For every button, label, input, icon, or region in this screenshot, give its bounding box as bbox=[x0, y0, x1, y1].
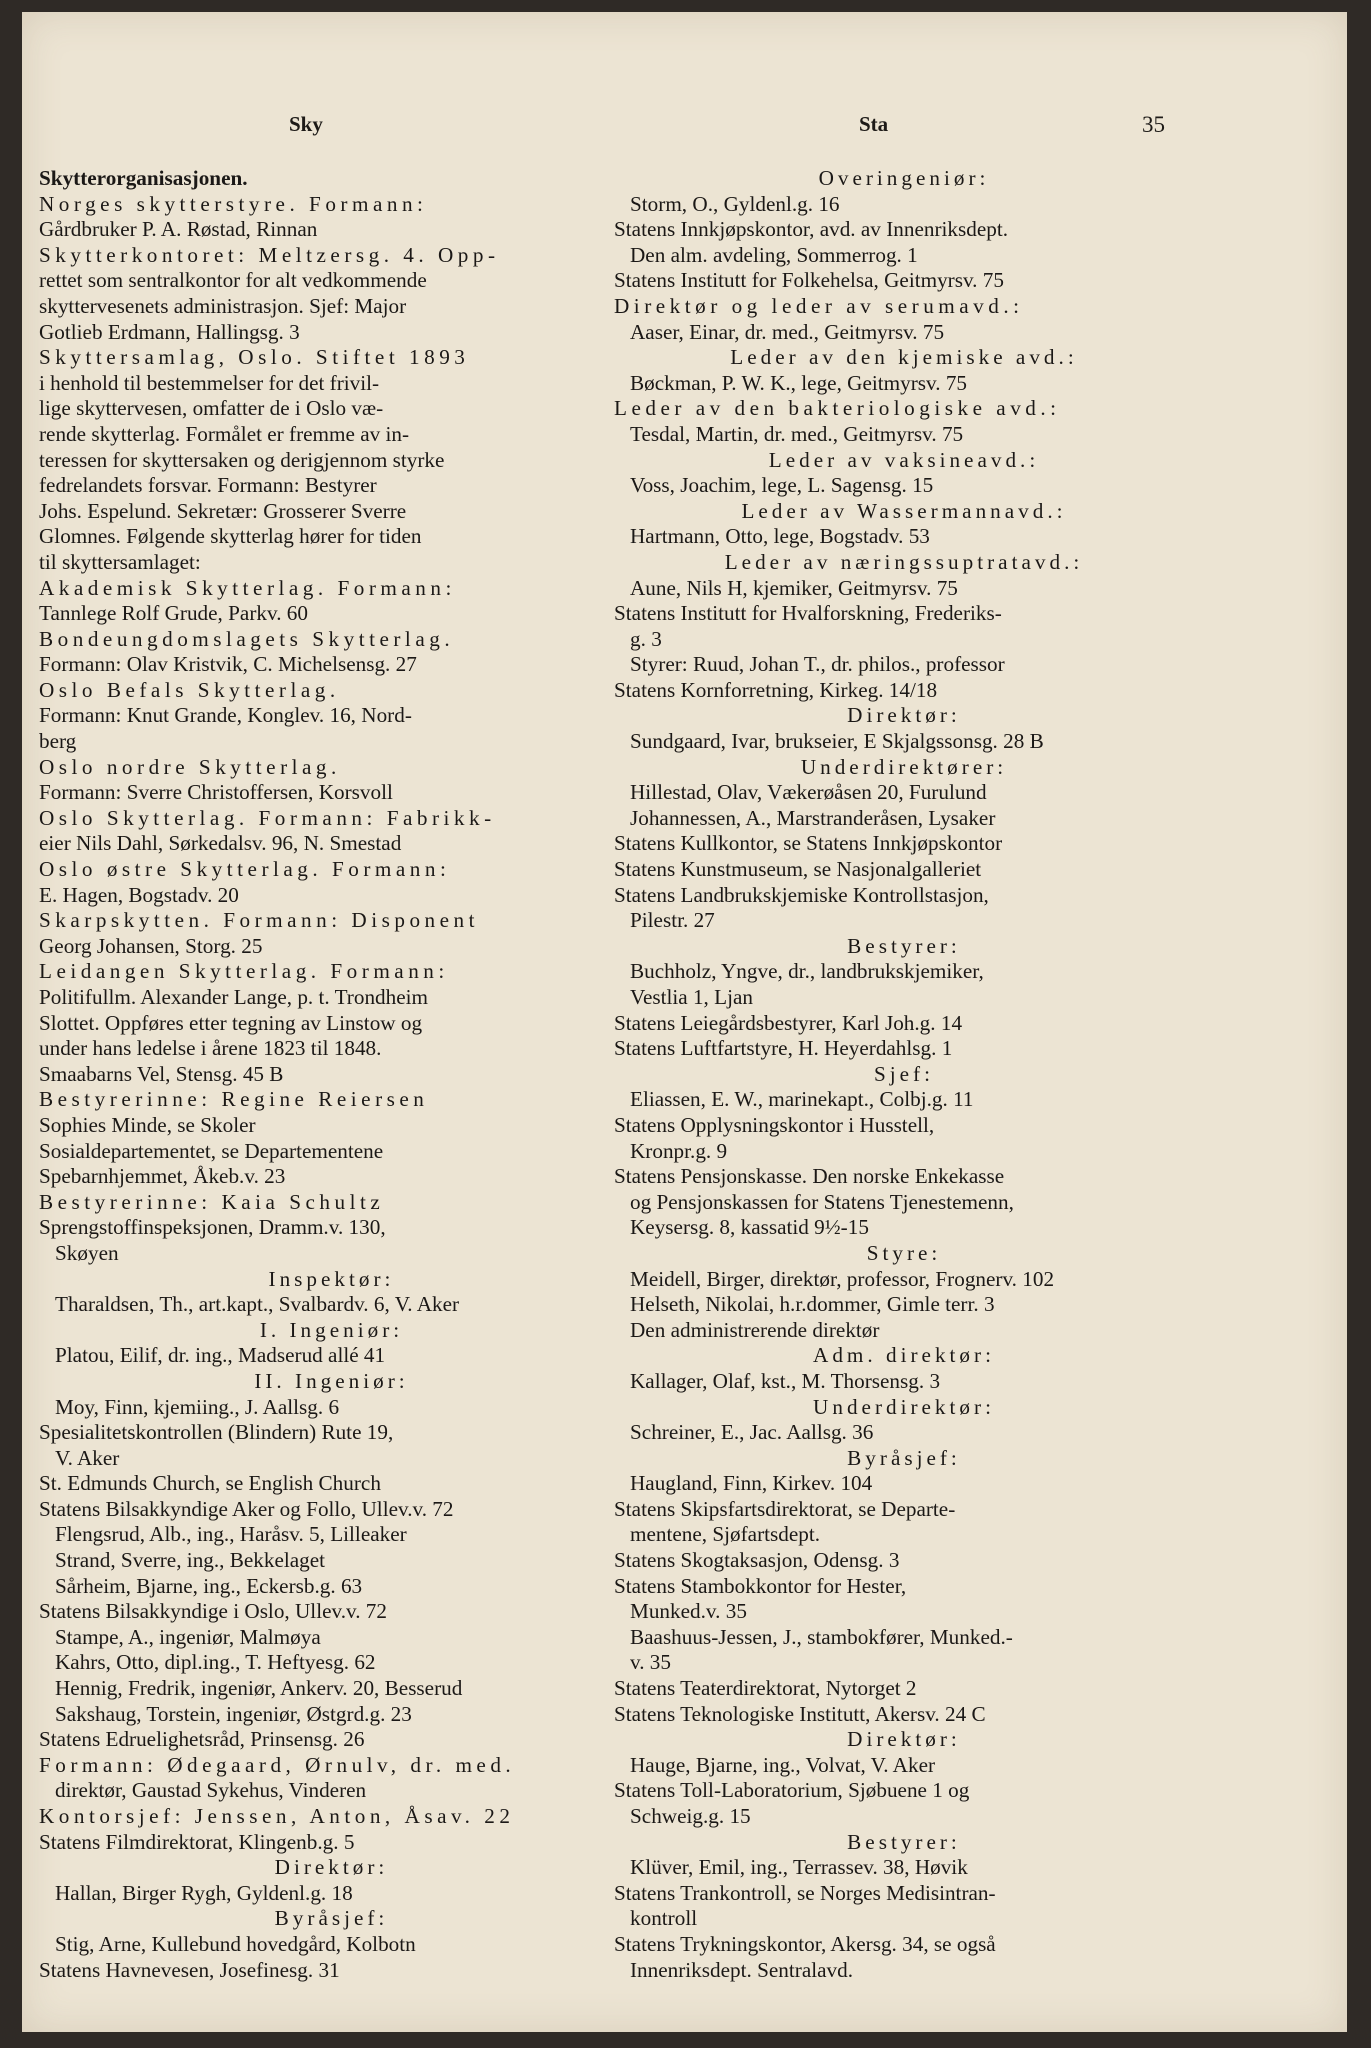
page-number: 35 bbox=[1142, 112, 1165, 137]
directory-line: eier Nils Dahl, Sørkedalsv. 96, N. Smestad bbox=[39, 831, 402, 856]
directory-line: Spebarnhjemmet, Åkeb.v. 23 bbox=[39, 1164, 286, 1189]
directory-line: skyttervesenets administrasjon. Sjef: Major bbox=[39, 293, 407, 318]
directory-line: Overingeniør: bbox=[818, 166, 990, 190]
directory-line: Oslo Skytterlag. Formann: Fabrikk- bbox=[39, 805, 496, 830]
directory-line: Statens Leiegårdsbestyrer, Karl Joh.g. 14 bbox=[614, 1010, 963, 1035]
directory-line: Oslo østre Skytterlag. Formann: bbox=[39, 857, 451, 882]
directory-line: Hallan, Birger Rygh, Gyldenl.g. 18 bbox=[55, 1880, 353, 1905]
directory-line: Statens Luftfartstyre, H. Heyerdahlsg. 1 bbox=[614, 1036, 953, 1061]
directory-line: Statens Innkjøpskontor, avd. av Innenriksdept. bbox=[614, 217, 1008, 242]
directory-line: E. Hagen, Bogstadv. 20 bbox=[39, 882, 239, 907]
directory-line: Slottet. Oppføres etter tegning av Linstow og bbox=[39, 1010, 423, 1035]
directory-line: Byråsjef: bbox=[274, 1906, 389, 1931]
directory-line: Statens Trankontroll, se Norges Medisintran- bbox=[614, 1880, 996, 1905]
directory-line: Aune, Nils H, kjemiker, Geitmyrsv. 75 bbox=[630, 575, 958, 600]
directory-line: Voss, Joachim, lege, L. Sagensg. 15 bbox=[630, 473, 934, 498]
directory-line: Sakshaug, Torstein, ingeniør, Østgrd.g. 23 bbox=[55, 1701, 412, 1726]
directory-line: Helseth, Nikolai, h.r.dommer, Gimle terr. 3 bbox=[630, 1292, 995, 1317]
directory-line: Leder av den kjemiske avd.: bbox=[730, 345, 1078, 370]
directory-line: Storm, O., Gyldenl.g. 16 bbox=[630, 191, 840, 216]
directory-line: direktør, Gaustad Sykehus, Vinderen bbox=[55, 1778, 367, 1803]
directory-line: Politifullm. Alexander Lange, p. t. Trondheim bbox=[39, 985, 428, 1009]
directory-line: Statens Teknologiske Institutt, Akersv. 24 C bbox=[614, 1701, 986, 1726]
directory-line: Den administrerende direktør bbox=[630, 1317, 880, 1342]
directory-line: Formann: Sverre Christoffersen, Korsvoll bbox=[39, 780, 393, 805]
directory-line: Statens Toll-Laboratorium, Sjøbuene 1 og bbox=[614, 1778, 970, 1803]
directory-line: Direktør og leder av serumavd.: bbox=[614, 293, 1024, 318]
directory-line: Oslo Befals Skytterlag. bbox=[39, 677, 340, 702]
directory-line: til skyttersamlaget: bbox=[39, 549, 201, 574]
directory-line: V. Aker bbox=[55, 1445, 120, 1470]
directory-line: Moy, Finn, kjemiing., J. Aallsg. 6 bbox=[55, 1394, 340, 1419]
directory-line: Leidangen Skytterlag. Formann: bbox=[39, 959, 449, 984]
directory-line: Sårheim, Bjarne, ing., Eckersb.g. 63 bbox=[55, 1573, 363, 1598]
directory-line: Skyttersamlag, Oslo. Stiftet 1893 bbox=[39, 345, 470, 370]
directory-line: Statens Teaterdirektorat, Nytorget 2 bbox=[614, 1676, 917, 1701]
directory-line: Buchholz, Yngve, dr., landbrukskjemiker, bbox=[630, 959, 984, 984]
directory-line: Direktør: bbox=[847, 703, 961, 728]
directory-line: Bøckman, P. W. K., lege, Geitmyrsv. 75 bbox=[630, 370, 968, 395]
directory-line: Keysersg. 8, kassatid 9½-15 bbox=[630, 1215, 869, 1240]
directory-line: Underdirektør: bbox=[813, 1394, 995, 1419]
directory-line: Hauge, Bjarne, ing., Volvat, V. Aker bbox=[630, 1752, 936, 1777]
directory-line: Statens Institutt for Hvalforskning, Frederiks- bbox=[614, 601, 1002, 626]
directory-line: Gotlieb Erdmann, Hallingsg. 3 bbox=[39, 319, 300, 344]
directory-line: Statens Havnevesen, Josefinesg. 31 bbox=[39, 1957, 340, 1982]
directory-line: Smaabarns Vel, Stensg. 45 B bbox=[39, 1061, 284, 1086]
directory-line: Direktør: bbox=[274, 1855, 389, 1880]
directory-line: Vestlia 1, Ljan bbox=[630, 985, 753, 1009]
directory-line: mentene, Sjøfartsdept. bbox=[630, 1522, 821, 1547]
directory-line: Pilestr. 27 bbox=[630, 908, 715, 933]
directory-line: Leder av den bakteriologiske avd.: bbox=[614, 396, 1061, 421]
directory-line: Statens Kullkontor, se Statens Innkjøpskontor bbox=[614, 831, 1003, 856]
directory-line: Innenriksdept. Sentralavd. bbox=[630, 1957, 853, 1982]
directory-line: Tharaldsen, Th., art.kapt., Svalbardv. 6, V. Aker bbox=[55, 1292, 460, 1317]
directory-line: St. Edmunds Church, se English Church bbox=[39, 1471, 381, 1496]
directory-page bbox=[22, 12, 1347, 2032]
directory-line: I. Ingeniør: bbox=[259, 1317, 404, 1342]
directory-line: Bestyrer: bbox=[847, 1829, 961, 1854]
directory-line: Skytterorganisasjonen. bbox=[39, 166, 248, 190]
directory-line: Statens Skipsfartsdirektorat, se Departe- bbox=[614, 1496, 956, 1521]
directory-line: Leder av vaksineavd.: bbox=[768, 447, 1040, 472]
directory-line: Norges skytterstyre. Formann: bbox=[39, 191, 428, 216]
directory-line: Byråsjef: bbox=[847, 1445, 961, 1470]
directory-line: Kontorsjef: Jenssen, Anton, Åsav. 22 bbox=[39, 1804, 515, 1828]
directory-line: Strand, Sverre, ing., Bekkelaget bbox=[55, 1548, 326, 1573]
directory-line: teressen for skyttersaken og derigjennom styrke bbox=[39, 447, 445, 472]
directory-line: Haugland, Finn, Kirkev. 104 bbox=[630, 1471, 873, 1496]
directory-line: Statens Filmdirektorat, Klingenb.g. 5 bbox=[39, 1829, 355, 1854]
directory-line: Statens Stambokkontor for Hester, bbox=[614, 1573, 907, 1598]
directory-line: Adm. direktør: bbox=[813, 1343, 995, 1368]
directory-line: Sjef: bbox=[873, 1061, 935, 1086]
directory-line: Tesdal, Martin, dr. med., Geitmyrsv. 75 bbox=[630, 421, 964, 446]
directory-line: Sosialdepartementet, se Departementene bbox=[39, 1138, 384, 1163]
directory-line: Spesialitetskontrollen (Blindern) Rute 19, bbox=[39, 1420, 394, 1445]
page-header bbox=[22, 112, 1347, 152]
directory-line: g. 3 bbox=[630, 626, 662, 651]
directory-line: Bondeungdomslagets Skytterlag. bbox=[39, 626, 455, 651]
directory-line: Statens Pensjonskasse. Den norske Enkekasse bbox=[614, 1164, 1005, 1189]
directory-line: Sophies Minde, se Skoler bbox=[39, 1112, 256, 1137]
directory-line: Leder av Wassermannavd.: bbox=[741, 498, 1067, 523]
directory-line: Platou, Eilif, dr. ing., Madserud allé 41 bbox=[55, 1343, 386, 1368]
directory-line: Skytterkontoret: Meltzersg. 4. Opp- bbox=[39, 242, 500, 267]
directory-line: Hillestad, Olav, Vækerøåsen 20, Furulund bbox=[630, 780, 987, 805]
directory-line: og Pensjonskassen for Statens Tjenestemenn, bbox=[630, 1189, 1014, 1214]
right-column bbox=[614, 166, 1194, 1983]
directory-line: Bestyrerinne: Kaia Schultz bbox=[39, 1189, 385, 1214]
directory-line: Aaser, Einar, dr. med., Geitmyrsv. 75 bbox=[630, 319, 945, 344]
directory-line: rettet som sentralkontor for alt vedkommende bbox=[39, 268, 427, 293]
directory-line: Sprengstoffinspeksjonen, Dramm.v. 130, bbox=[39, 1215, 386, 1240]
directory-line: Statens Institutt for Folkehelsa, Geitmyrsv. 75 bbox=[614, 268, 1004, 293]
directory-line: Sundgaard, Ivar, brukseier, E Skjalgssonsg. 28 B bbox=[630, 729, 1044, 754]
directory-line: Statens Landbrukskjemiske Kontrollstasjon, bbox=[614, 882, 989, 907]
directory-line: Schreiner, E., Jac. Aallsg. 36 bbox=[630, 1420, 874, 1445]
directory-line: Formann: Ødegaard, Ørnulv, dr. med. bbox=[39, 1752, 516, 1777]
directory-line: Skøyen bbox=[55, 1240, 119, 1265]
directory-line: Statens Skogtaksasjon, Odensg. 3 bbox=[614, 1548, 900, 1573]
left-column bbox=[39, 166, 624, 1983]
directory-line: fedrelandets forsvar. Formann: Bestyrer bbox=[39, 473, 377, 498]
header-left-keyword: Sky bbox=[289, 112, 323, 136]
directory-line: Bestyrerinne: Regine Reiersen bbox=[39, 1087, 429, 1112]
directory-line: II. Ingeniør: bbox=[254, 1368, 409, 1393]
directory-line: Kallager, Olaf, kst., M. Thorsensg. 3 bbox=[630, 1368, 941, 1393]
directory-line: Gårdbruker P. A. Røstad, Rinnan bbox=[39, 217, 318, 242]
directory-line: Stampe, A., ingeniør, Malmøya bbox=[55, 1624, 321, 1649]
directory-line: Statens Bilsakkyndige Aker og Follo, Ullev.v. 72 bbox=[39, 1496, 454, 1521]
directory-line: Underdirektører: bbox=[800, 754, 1008, 779]
directory-line: Hartmann, Otto, lege, Bogstadv. 53 bbox=[630, 524, 930, 549]
directory-line: Schweig.g. 15 bbox=[630, 1804, 751, 1828]
directory-line: Johs. Espelund. Sekretær: Grosserer Sverre bbox=[39, 498, 407, 523]
directory-line: Statens Opplysningskontor i Husstell, bbox=[614, 1112, 935, 1137]
directory-line: Inspektør: bbox=[268, 1266, 395, 1291]
directory-line: Tannlege Rolf Grude, Parkv. 60 bbox=[39, 601, 308, 626]
directory-line: Glomnes. Følgende skytterlag hører for tiden bbox=[39, 524, 422, 549]
directory-line: under hans ledelse i årene 1823 til 1848. bbox=[39, 1036, 382, 1061]
directory-line: Statens Bilsakkyndige i Oslo, Ullev.v. 72 bbox=[39, 1599, 387, 1624]
directory-line: Georg Johansen, Storg. 25 bbox=[39, 933, 263, 958]
directory-line: Styre: bbox=[866, 1240, 942, 1265]
directory-line: Styrer: Ruud, Johan T., dr. philos., professor bbox=[630, 652, 1005, 677]
directory-line: Oslo nordre Skytterlag. bbox=[39, 754, 341, 779]
directory-line: berg bbox=[39, 729, 77, 754]
directory-line: Baashuus-Jessen, J., stambokfører, Munked.- bbox=[630, 1624, 1013, 1649]
directory-line: Leder av næringssuptratavd.: bbox=[724, 549, 1084, 574]
directory-line: Flengsrud, Alb., ing., Haråsv. 5, Lilleaker bbox=[55, 1522, 407, 1547]
directory-line: Formann: Olav Kristvik, C. Michelsensg. 27 bbox=[39, 652, 417, 677]
directory-line: Kahrs, Otto, dipl.ing., T. Heftyesg. 62 bbox=[55, 1650, 376, 1675]
directory-line: Kronpr.g. 9 bbox=[630, 1138, 728, 1163]
directory-line: v. 35 bbox=[630, 1650, 671, 1675]
directory-line: Statens Edruelighetsråd, Prinsensg. 26 bbox=[39, 1727, 365, 1752]
directory-line: Eliassen, E. W., marinekapt., Colbj.g. 11 bbox=[630, 1087, 974, 1112]
directory-line: Skarpskytten. Formann: Disponent bbox=[39, 908, 480, 933]
directory-line: Statens Trykningskontor, Akersg. 34, se også bbox=[614, 1931, 996, 1956]
directory-line: i henhold til bestemmelser for det frivil- bbox=[39, 370, 380, 395]
directory-line: Formann: Knut Grande, Konglev. 16, Nord- bbox=[39, 703, 412, 728]
directory-line: kontroll bbox=[630, 1906, 698, 1931]
directory-line: Meidell, Birger, direktør, professor, Frognerv. 102 bbox=[630, 1266, 1055, 1291]
directory-line: Bestyrer: bbox=[847, 933, 961, 958]
directory-line: Stig, Arne, Kullebund hovedgård, Kolbotn bbox=[55, 1931, 416, 1956]
directory-line: Statens Kunstmuseum, se Nasjonalgalleriet bbox=[614, 857, 982, 882]
directory-line: Statens Kornforretning, Kirkeg. 14/18 bbox=[614, 677, 938, 702]
directory-line: Hennig, Fredrik, ingeniør, Ankerv. 20, Besserud bbox=[55, 1676, 463, 1701]
directory-line: Klüver, Emil, ing., Terrassev. 38, Høvik bbox=[630, 1855, 968, 1880]
directory-line: Akademisk Skytterlag. Formann: bbox=[39, 575, 456, 600]
directory-line: Direktør: bbox=[847, 1727, 961, 1752]
header-center-keyword: Sta bbox=[859, 112, 889, 136]
directory-line: Den alm. avdeling, Sommerrog. 1 bbox=[630, 242, 918, 267]
directory-line: Johannessen, A., Marstranderåsen, Lysaker bbox=[630, 805, 996, 830]
directory-line: rende skytterlag. Formålet er fremme av in- bbox=[39, 421, 410, 446]
directory-line: lige skyttervesen, omfatter de i Oslo væ- bbox=[39, 396, 384, 421]
directory-line: Munked.v. 35 bbox=[630, 1599, 747, 1624]
